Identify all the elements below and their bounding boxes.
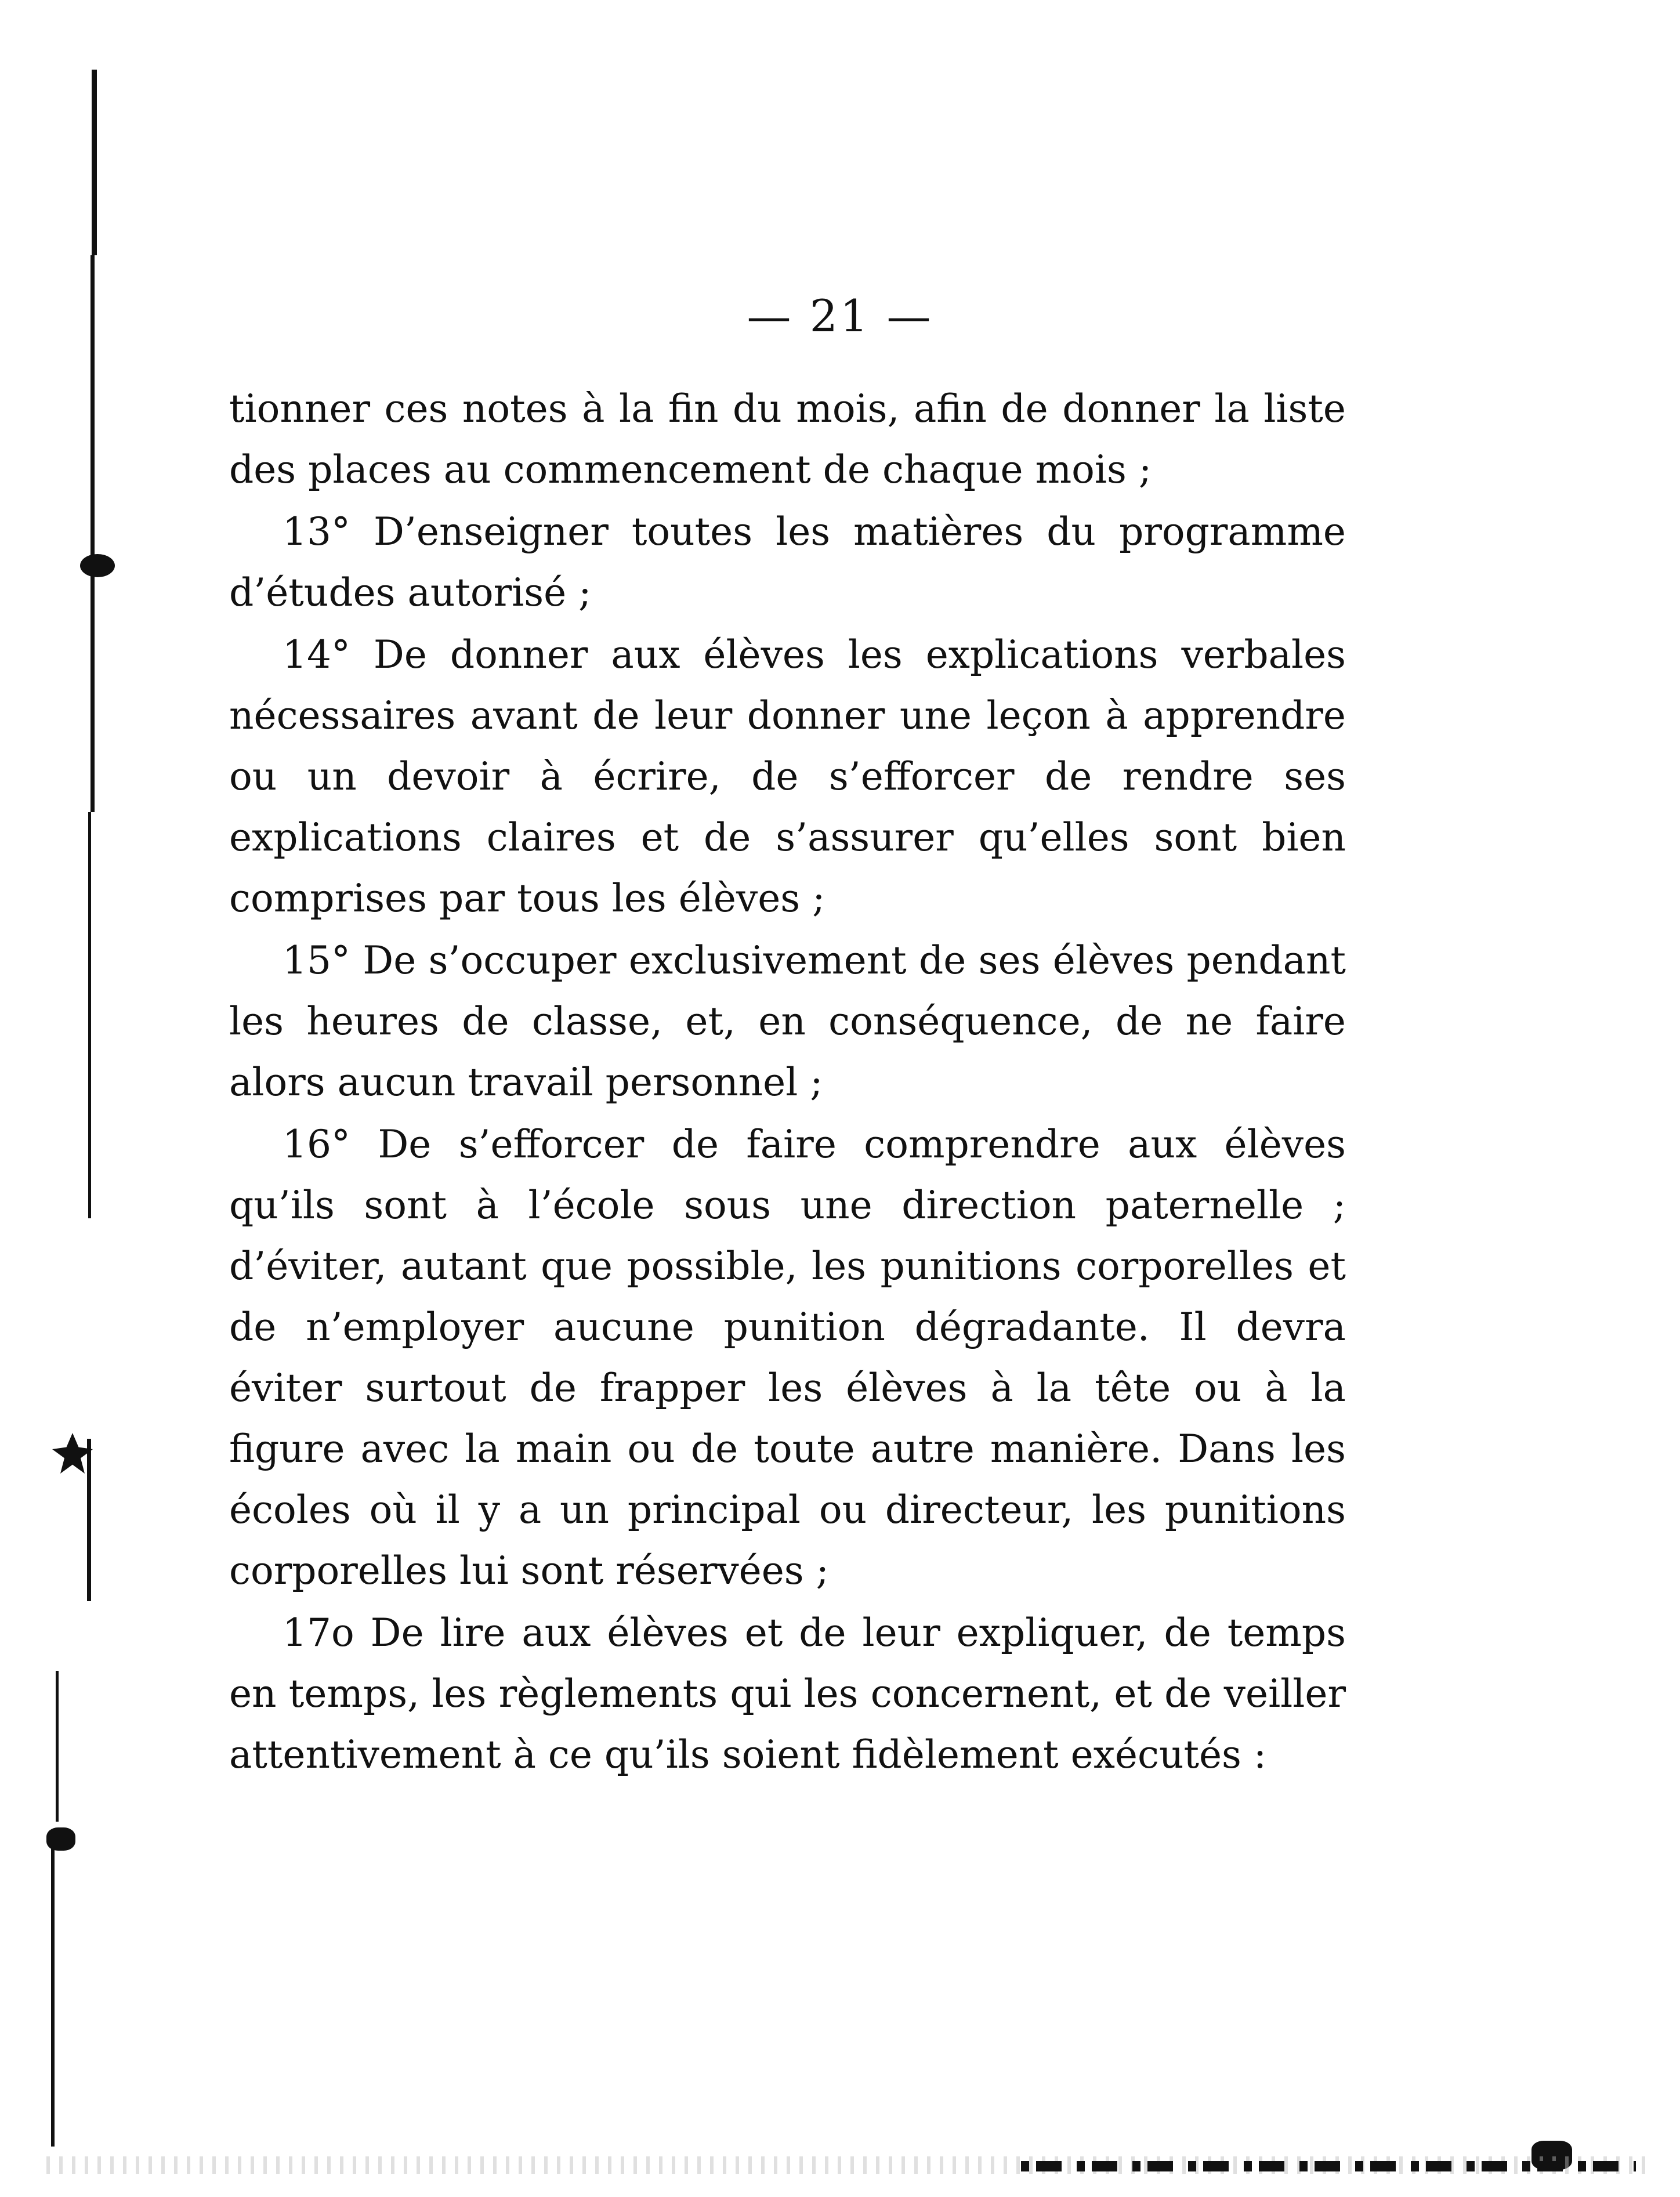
binding-edge-mark — [92, 70, 97, 255]
ink-blot — [46, 1827, 75, 1851]
paragraph-item-14: 14° De donner aux élèves les explications verbales nécessaires avant de leur donner une leçon à apprendre ou un devoir à écrire, de s’efforcer de rendre ses explications claires et de s’assurer qu’elles sont bien comprises par tous les élèves ; — [229, 632, 1346, 921]
paragraph-item-15: 15° De s’occuper exclusivement de ses élèves pendant les heures de classe, et, en conséquence, de ne faire alors aucun travail personnel ; — [229, 938, 1346, 1105]
body-text — [229, 378, 1346, 1785]
binding-edge-mark — [51, 1845, 55, 2147]
binding-edge-mark — [56, 1671, 59, 1822]
paragraph-item-13: 13° D’enseigner toutes les matières du programme d’études autorisé ; — [229, 509, 1346, 615]
binding-edge-mark — [88, 812, 91, 1218]
page-number: — 21 — — [747, 290, 933, 342]
scan-noise — [1021, 2161, 1636, 2171]
binding-edge-mark — [87, 1439, 91, 1601]
ink-blot — [80, 554, 115, 577]
paragraph-item-17: 17o De lire aux élèves et de leur expliquer, de temps en temps, les règlements qui les concernent, et de veiller attentivement à ce qu’ils soient fidèlement exécutés : — [229, 1610, 1346, 1777]
paragraph-item-16: 16° De s’efforcer de faire comprendre aux élèves qu’ils sont à l’école sous une direction paternelle ; d’éviter, autant que possible, les punitions corporelles et de n’employer aucune punition dégradante. Il devra éviter surtout de frapper les élèves à la tête ou à la figure avec la main ou de toute autre manière. Dans les écoles où il y a un principal ou directeur, les punitions corporelles lui sont réservées ; — [229, 1122, 1346, 1593]
paragraph-continuation: tionner ces notes à la fin du mois, afin de donner la liste des places au commencement de chaque mois ; — [229, 386, 1346, 492]
